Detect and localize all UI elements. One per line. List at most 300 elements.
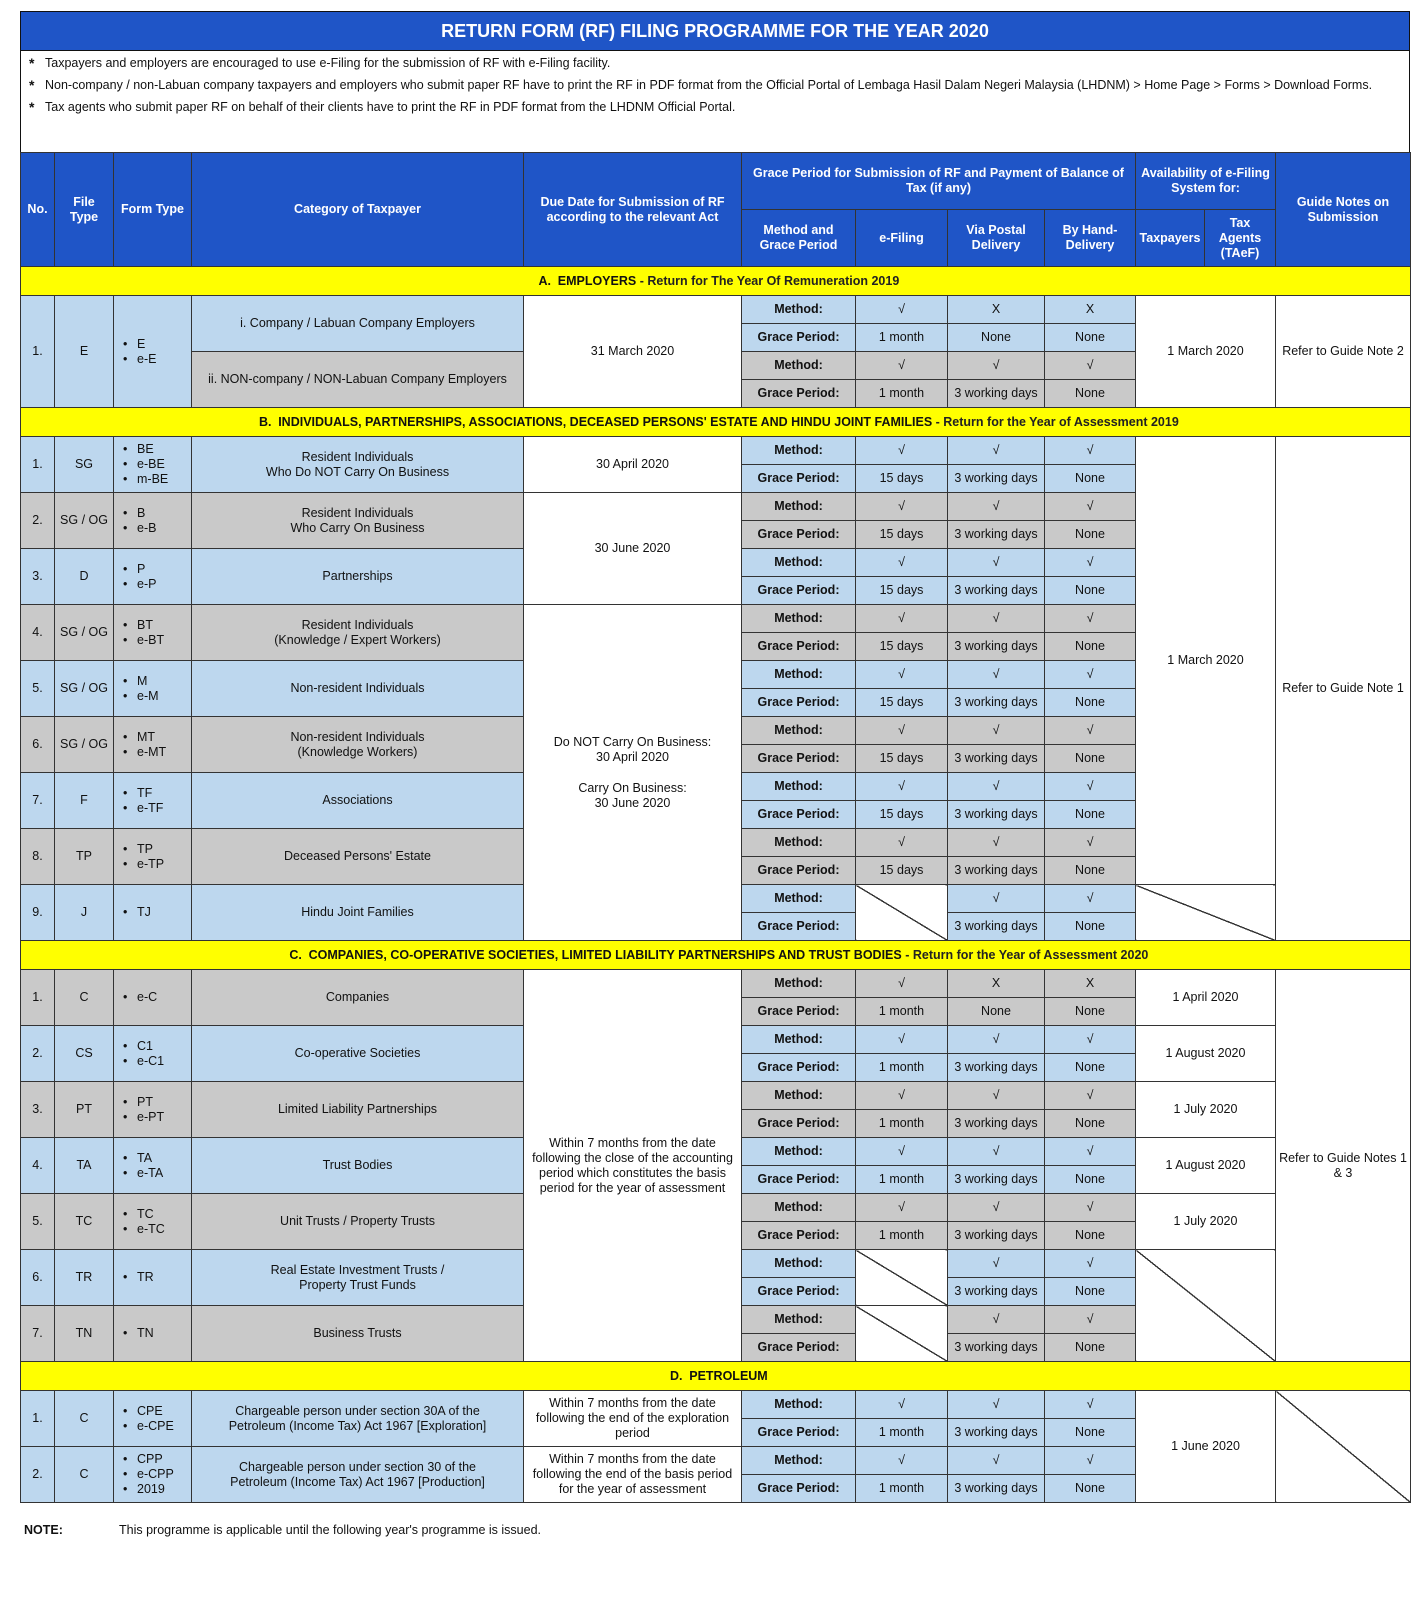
grace-value: 3 working days <box>948 689 1045 717</box>
form-type <box>114 493 192 549</box>
method-value: √ <box>856 352 948 380</box>
file-type: C <box>55 1391 114 1447</box>
method-value: √ <box>1045 717 1136 745</box>
section-header <box>21 408 1411 437</box>
method-value: √ <box>948 661 1045 689</box>
method-value: √ <box>1045 549 1136 577</box>
form-type-list <box>117 1039 188 1069</box>
form-type-item: • TN <box>137 1326 188 1341</box>
method-value: √ <box>856 1082 948 1110</box>
form-type <box>114 970 192 1026</box>
method-label: Method: <box>742 1138 856 1166</box>
method-label: Method: <box>742 970 856 998</box>
form-type-item: • TP <box>137 842 188 857</box>
footer-note <box>20 1523 1410 1537</box>
method-value: √ <box>948 437 1045 465</box>
method-label: Method: <box>742 1194 856 1222</box>
form-type-item: • TJ <box>137 905 188 920</box>
row-no: 1. <box>21 296 55 408</box>
grace-value: 3 working days <box>948 521 1045 549</box>
grace-label: Grace Period: <box>742 1334 856 1362</box>
availability-date: 1 April 2020 <box>1136 970 1276 1026</box>
method-value: √ <box>856 549 948 577</box>
header-availability: Availability of e-Filing System for: <box>1136 153 1276 210</box>
category-line: Petroleum (Income Tax) Act 1967 [Production] <box>230 1474 485 1489</box>
availability-date: 1 August 2020 <box>1136 1138 1276 1194</box>
method-value: √ <box>1045 1082 1136 1110</box>
due-date: Within 7 months from the date following the close of the accounting period which constitutes the basis period for the year of assessment <box>524 970 742 1362</box>
document-title: RETURN FORM (RF) FILING PROGRAMME FOR THE YEAR 2020 <box>20 11 1410 51</box>
table-row <box>21 408 1411 437</box>
table-row <box>21 296 1411 324</box>
header-postal: Via Postal Delivery <box>948 210 1045 267</box>
category: ii. NON-company / NON-Labuan Company Employers <box>192 352 524 408</box>
form-type <box>114 717 192 773</box>
file-type: J <box>55 885 114 941</box>
grace-label: Grace Period: <box>742 1475 856 1503</box>
form-type <box>114 885 192 941</box>
form-type-item: • P <box>137 562 188 577</box>
file-type: TN <box>55 1306 114 1362</box>
method-value: √ <box>856 717 948 745</box>
file-type: CS <box>55 1026 114 1082</box>
due-date <box>524 605 742 941</box>
category-line: Associations <box>322 793 393 807</box>
form-type-list <box>117 842 188 872</box>
category-line: Partnerships <box>322 569 393 583</box>
grace-label: Grace Period: <box>742 801 856 829</box>
grace-label: Grace Period: <box>742 998 856 1026</box>
due-date: 31 March 2020 <box>524 296 742 408</box>
file-type: TA <box>55 1138 114 1194</box>
grace-value: None <box>1045 1110 1136 1138</box>
category-line: Companies <box>325 990 390 1004</box>
grace-value: None <box>1045 998 1136 1026</box>
method-label: Method: <box>742 661 856 689</box>
form-type-item: • e-B <box>137 521 188 536</box>
method-value: √ <box>948 717 1045 745</box>
category <box>192 493 524 549</box>
row-no: 5. <box>21 661 55 717</box>
row-no: 4. <box>21 1138 55 1194</box>
grace-value: 3 working days <box>948 801 1045 829</box>
method-value: √ <box>856 296 948 324</box>
file-type: TC <box>55 1194 114 1250</box>
section-letter: D. <box>670 1368 683 1383</box>
due-date: Within 7 months from the date following the end of the basis period for the year of assessment <box>524 1447 742 1503</box>
not-applicable-cell <box>1136 1250 1276 1362</box>
method-value: √ <box>948 1082 1045 1110</box>
method-value: √ <box>1045 1391 1136 1419</box>
grace-value: 1 month <box>856 1222 948 1250</box>
method-label: Method: <box>742 493 856 521</box>
grace-value: None <box>1045 324 1136 352</box>
method-label: Method: <box>742 1082 856 1110</box>
grace-value: None <box>1045 1334 1136 1362</box>
grace-label: Grace Period: <box>742 857 856 885</box>
grace-value: None <box>1045 857 1136 885</box>
form-type-item: • TR <box>137 1270 188 1285</box>
table-row <box>21 1391 1411 1419</box>
spacer <box>527 765 738 781</box>
not-applicable-cell <box>856 885 948 941</box>
intro-note-text: Taxpayers and employers are encouraged to use e-Filing for the submission of RF with e-Filing facility. <box>45 56 611 70</box>
intro-notes <box>20 51 1410 152</box>
file-type: TR <box>55 1250 114 1306</box>
form-type-list <box>117 990 188 1005</box>
form-type <box>114 773 192 829</box>
method-value: √ <box>1045 1306 1136 1334</box>
form-type-list <box>117 1452 188 1497</box>
grace-value: 15 days <box>856 577 948 605</box>
grace-value: None <box>1045 1166 1136 1194</box>
guide-note: Refer to Guide Note 2 <box>1276 296 1411 408</box>
form-type-item: • TC <box>137 1207 188 1222</box>
guide-note: Refer to Guide Note 1 <box>1276 437 1411 941</box>
method-value: X <box>948 296 1045 324</box>
category-line: Chargeable person under section 30 of the <box>239 1459 476 1474</box>
grace-label: Grace Period: <box>742 380 856 408</box>
method-label: Method: <box>742 1447 856 1475</box>
category-line: (Knowledge / Expert Workers) <box>274 632 441 647</box>
grace-label: Grace Period: <box>742 689 856 717</box>
intro-note <box>29 56 1393 71</box>
row-no: 7. <box>21 773 55 829</box>
grace-label: Grace Period: <box>742 1054 856 1082</box>
header-efiling: e-Filing <box>856 210 948 267</box>
asterisk-icon: * <box>29 99 35 115</box>
grace-value: None <box>1045 1475 1136 1503</box>
form-type-list <box>117 674 188 704</box>
grace-value: 15 days <box>856 633 948 661</box>
file-type: E <box>55 296 114 408</box>
form-type-item: • m-BE <box>137 472 188 487</box>
header-tax-agents: Tax Agents (TAeF) <box>1205 210 1276 267</box>
form-type-list <box>117 618 188 648</box>
row-no: 3. <box>21 1082 55 1138</box>
grace-label: Grace Period: <box>742 1166 856 1194</box>
form-type-item: • CPP <box>137 1452 188 1467</box>
form-type-item: • M <box>137 674 188 689</box>
form-type-item: • e-PT <box>137 1110 188 1125</box>
file-type: SG / OG <box>55 661 114 717</box>
category-line: Deceased Persons' Estate <box>284 849 431 863</box>
section-letter: C. <box>289 947 302 962</box>
note-text: This programme is applicable until the following year's programme is issued. <box>119 1523 542 1537</box>
method-value: √ <box>1045 605 1136 633</box>
grace-value: 15 days <box>856 745 948 773</box>
category <box>192 437 524 493</box>
category <box>192 1391 524 1447</box>
file-type: SG / OG <box>55 493 114 549</box>
form-type-list <box>117 506 188 536</box>
form-type-item: • e-TF <box>137 801 188 816</box>
row-no: 1. <box>21 1391 55 1447</box>
grace-value: 3 working days <box>948 1054 1045 1082</box>
not-applicable-cell <box>1276 1391 1411 1503</box>
form-type <box>114 437 192 493</box>
header-grace-period: Grace Period for Submission of RF and Payment of Balance of Tax (if any) <box>742 153 1136 210</box>
grace-label: Grace Period: <box>742 577 856 605</box>
form-type <box>114 296 192 408</box>
not-applicable-cell <box>1136 885 1276 941</box>
method-value: √ <box>856 1026 948 1054</box>
form-type <box>114 1447 192 1503</box>
filing-table <box>20 152 1411 1503</box>
grace-value: 1 month <box>856 1475 948 1503</box>
method-value: √ <box>1045 661 1136 689</box>
form-type-item: • TF <box>137 786 188 801</box>
guide-note: Refer to Guide Notes 1 & 3 <box>1276 970 1411 1362</box>
grace-value: 15 days <box>856 465 948 493</box>
grace-value: None <box>1045 745 1136 773</box>
method-value: √ <box>948 1391 1045 1419</box>
category-line: Non-resident Individuals <box>290 729 425 744</box>
form-type-item: • e-BE <box>137 457 188 472</box>
form-type-list <box>117 1404 188 1434</box>
category-line: Resident Individuals <box>301 617 414 632</box>
form-type-item: • e-CPE <box>137 1419 188 1434</box>
form-type-item: • BT <box>137 618 188 633</box>
method-label: Method: <box>742 1391 856 1419</box>
method-value: √ <box>1045 493 1136 521</box>
method-value: √ <box>856 661 948 689</box>
method-value: √ <box>948 1194 1045 1222</box>
section-name: COMPANIES, CO-OPERATIVE SOCIETIES, LIMITED LIABILITY PARTNERSHIPS AND TRUST BODIES <box>308 947 902 962</box>
method-value: √ <box>1045 1194 1136 1222</box>
category-line: Hindu Joint Families <box>301 905 414 919</box>
category-line: Who Carry On Business <box>290 520 425 535</box>
grace-value: 3 working days <box>948 1419 1045 1447</box>
category <box>192 1306 524 1362</box>
asterisk-icon: * <box>29 77 35 93</box>
form-type-list <box>117 337 188 367</box>
grace-value: 3 working days <box>948 745 1045 773</box>
method-label: Method: <box>742 717 856 745</box>
grace-value: 3 working days <box>948 857 1045 885</box>
header-guide-notes: Guide Notes on Submission <box>1276 153 1411 267</box>
category <box>192 1447 524 1503</box>
not-applicable-cell <box>856 1306 948 1362</box>
form-type-item: • CPE <box>137 1404 188 1419</box>
category-line: Unit Trusts / Property Trusts <box>280 1214 435 1228</box>
method-value: √ <box>948 829 1045 857</box>
header-file-type: File Type <box>55 153 114 267</box>
filing-programme-document <box>20 11 1410 1537</box>
row-no: 1. <box>21 970 55 1026</box>
grace-label: Grace Period: <box>742 1222 856 1250</box>
section-name: PETROLEUM <box>689 1368 768 1383</box>
row-no: 2. <box>21 1447 55 1503</box>
category <box>192 661 524 717</box>
form-type-item: • e-TP <box>137 857 188 872</box>
form-type-item: • TA <box>137 1151 188 1166</box>
grace-value: 3 working days <box>948 1278 1045 1306</box>
grace-label: Grace Period: <box>742 745 856 773</box>
file-type: F <box>55 773 114 829</box>
category <box>192 549 524 605</box>
method-value: √ <box>948 549 1045 577</box>
category <box>192 1138 524 1194</box>
method-value: √ <box>1045 437 1136 465</box>
header-category: Category of Taxpayer <box>192 153 524 267</box>
category <box>192 885 524 941</box>
category-line: Limited Liability Partnerships <box>277 1102 438 1116</box>
availability-date: 1 August 2020 <box>1136 1026 1276 1082</box>
category <box>192 1250 524 1306</box>
header-no: No. <box>21 153 55 267</box>
method-label: Method: <box>742 1250 856 1278</box>
file-type: D <box>55 549 114 605</box>
method-value: √ <box>1045 885 1136 913</box>
method-value: √ <box>948 885 1045 913</box>
grace-value: None <box>1045 1054 1136 1082</box>
form-type-item: • 2019 <box>137 1482 188 1497</box>
intro-note <box>29 100 1393 115</box>
due-date: Within 7 months from the date following the end of the exploration period <box>524 1391 742 1447</box>
section-header <box>21 1362 1411 1391</box>
grace-value: None <box>1045 689 1136 717</box>
form-type <box>114 605 192 661</box>
form-type <box>114 1306 192 1362</box>
row-no: 1. <box>21 437 55 493</box>
grace-value: 3 working days <box>948 1334 1045 1362</box>
intro-note <box>29 78 1393 93</box>
category-line: Petroleum (Income Tax) Act 1967 [Exploration] <box>228 1418 487 1433</box>
grace-value: None <box>1045 1419 1136 1447</box>
form-type-item: • BE <box>137 442 188 457</box>
availability-date: 1 June 2020 <box>1136 1391 1276 1503</box>
availability-date: 1 March 2020 <box>1136 296 1276 408</box>
method-value: X <box>1045 296 1136 324</box>
category-line: Who Do NOT Carry On Business <box>265 464 450 479</box>
table-row <box>21 267 1411 296</box>
form-type-item: • e-M <box>137 689 188 704</box>
grace-value: 1 month <box>856 998 948 1026</box>
category <box>192 605 524 661</box>
method-label: Method: <box>742 885 856 913</box>
method-value: √ <box>948 1447 1045 1475</box>
category-line: Real Estate Investment Trusts / <box>270 1262 445 1277</box>
form-type <box>114 1026 192 1082</box>
availability-date: 1 July 2020 <box>1136 1082 1276 1138</box>
grace-value: 1 month <box>856 1166 948 1194</box>
header-form-type: Form Type <box>114 153 192 267</box>
method-value: √ <box>1045 352 1136 380</box>
file-type: SG <box>55 437 114 493</box>
grace-value: None <box>948 998 1045 1026</box>
grace-value: None <box>1045 913 1136 941</box>
form-type-item: • C1 <box>137 1039 188 1054</box>
intro-note-text: Non-company / non-Labuan company taxpayers and employers who submit paper RF have to print the RF in PDF format from the Official Portal of Lembaga Hasil Dalam Negeri Malaysia (LHDNM) > Home Page > Forms > Download Forms. <box>45 78 1373 92</box>
grace-value: None <box>948 324 1045 352</box>
method-value: √ <box>1045 1250 1136 1278</box>
method-value: √ <box>856 1447 948 1475</box>
method-value: √ <box>948 605 1045 633</box>
grace-value: 3 working days <box>948 1166 1045 1194</box>
grace-value: 3 working days <box>948 1222 1045 1250</box>
method-value: √ <box>856 1194 948 1222</box>
method-value: √ <box>856 1138 948 1166</box>
grace-value: None <box>1045 801 1136 829</box>
file-type: SG / OG <box>55 717 114 773</box>
category <box>192 1026 524 1082</box>
form-type-list <box>117 730 188 760</box>
grace-value: 1 month <box>856 324 948 352</box>
method-value: √ <box>856 437 948 465</box>
section-header <box>21 941 1411 970</box>
method-value: √ <box>1045 1026 1136 1054</box>
grace-label: Grace Period: <box>742 1419 856 1447</box>
method-value: √ <box>948 1026 1045 1054</box>
form-type-item: • e-E <box>137 352 188 367</box>
category <box>192 1194 524 1250</box>
asterisk-icon: * <box>29 55 35 71</box>
method-value: √ <box>856 1391 948 1419</box>
form-type <box>114 661 192 717</box>
header-hand: By Hand-Delivery <box>1045 210 1136 267</box>
form-type-list <box>117 905 188 920</box>
form-type-item: • e-TC <box>137 1222 188 1237</box>
section-subtitle: - Return for The Year Of Remuneration 2019 <box>636 273 900 288</box>
category <box>192 717 524 773</box>
method-value: √ <box>948 1306 1045 1334</box>
method-value: √ <box>948 352 1045 380</box>
form-type <box>114 1391 192 1447</box>
grace-value: 3 working days <box>948 1475 1045 1503</box>
category-line: Property Trust Funds <box>299 1277 416 1292</box>
form-type <box>114 1138 192 1194</box>
file-type: SG / OG <box>55 605 114 661</box>
category <box>192 970 524 1026</box>
category <box>192 1082 524 1138</box>
grace-value: 3 working days <box>948 380 1045 408</box>
grace-value: 15 days <box>856 689 948 717</box>
grace-value: None <box>1045 1222 1136 1250</box>
row-no: 6. <box>21 717 55 773</box>
grace-value: 1 month <box>856 1054 948 1082</box>
grace-value: None <box>1045 521 1136 549</box>
section-subtitle: - Return for the Year of Assessment 2020 <box>901 947 1149 962</box>
file-type: C <box>55 1447 114 1503</box>
grace-value: 3 working days <box>948 1110 1045 1138</box>
grace-label: Grace Period: <box>742 521 856 549</box>
grace-value: 15 days <box>856 857 948 885</box>
table-row <box>21 941 1411 970</box>
category <box>192 773 524 829</box>
grace-value: None <box>1045 633 1136 661</box>
table-row <box>21 153 1411 210</box>
grace-label: Grace Period: <box>742 465 856 493</box>
method-value: √ <box>948 493 1045 521</box>
category: i. Company / Labuan Company Employers <box>192 296 524 352</box>
form-type-item: • MT <box>137 730 188 745</box>
category-line: Resident Individuals <box>301 449 414 464</box>
method-value: √ <box>856 605 948 633</box>
method-label: Method: <box>742 1306 856 1334</box>
form-type <box>114 549 192 605</box>
table-row <box>21 1362 1411 1391</box>
grace-label: Grace Period: <box>742 324 856 352</box>
intro-note-text: Tax agents who submit paper RF on behalf of their clients have to print the RF in PDF format from the LHDNM Official Portal. <box>45 100 736 114</box>
row-no: 2. <box>21 1026 55 1082</box>
method-label: Method: <box>742 1026 856 1054</box>
form-type-list <box>117 1095 188 1125</box>
form-type-item: • B <box>137 506 188 521</box>
file-type: TP <box>55 829 114 885</box>
grace-value: 3 working days <box>948 633 1045 661</box>
form-type-item: • e-BT <box>137 633 188 648</box>
